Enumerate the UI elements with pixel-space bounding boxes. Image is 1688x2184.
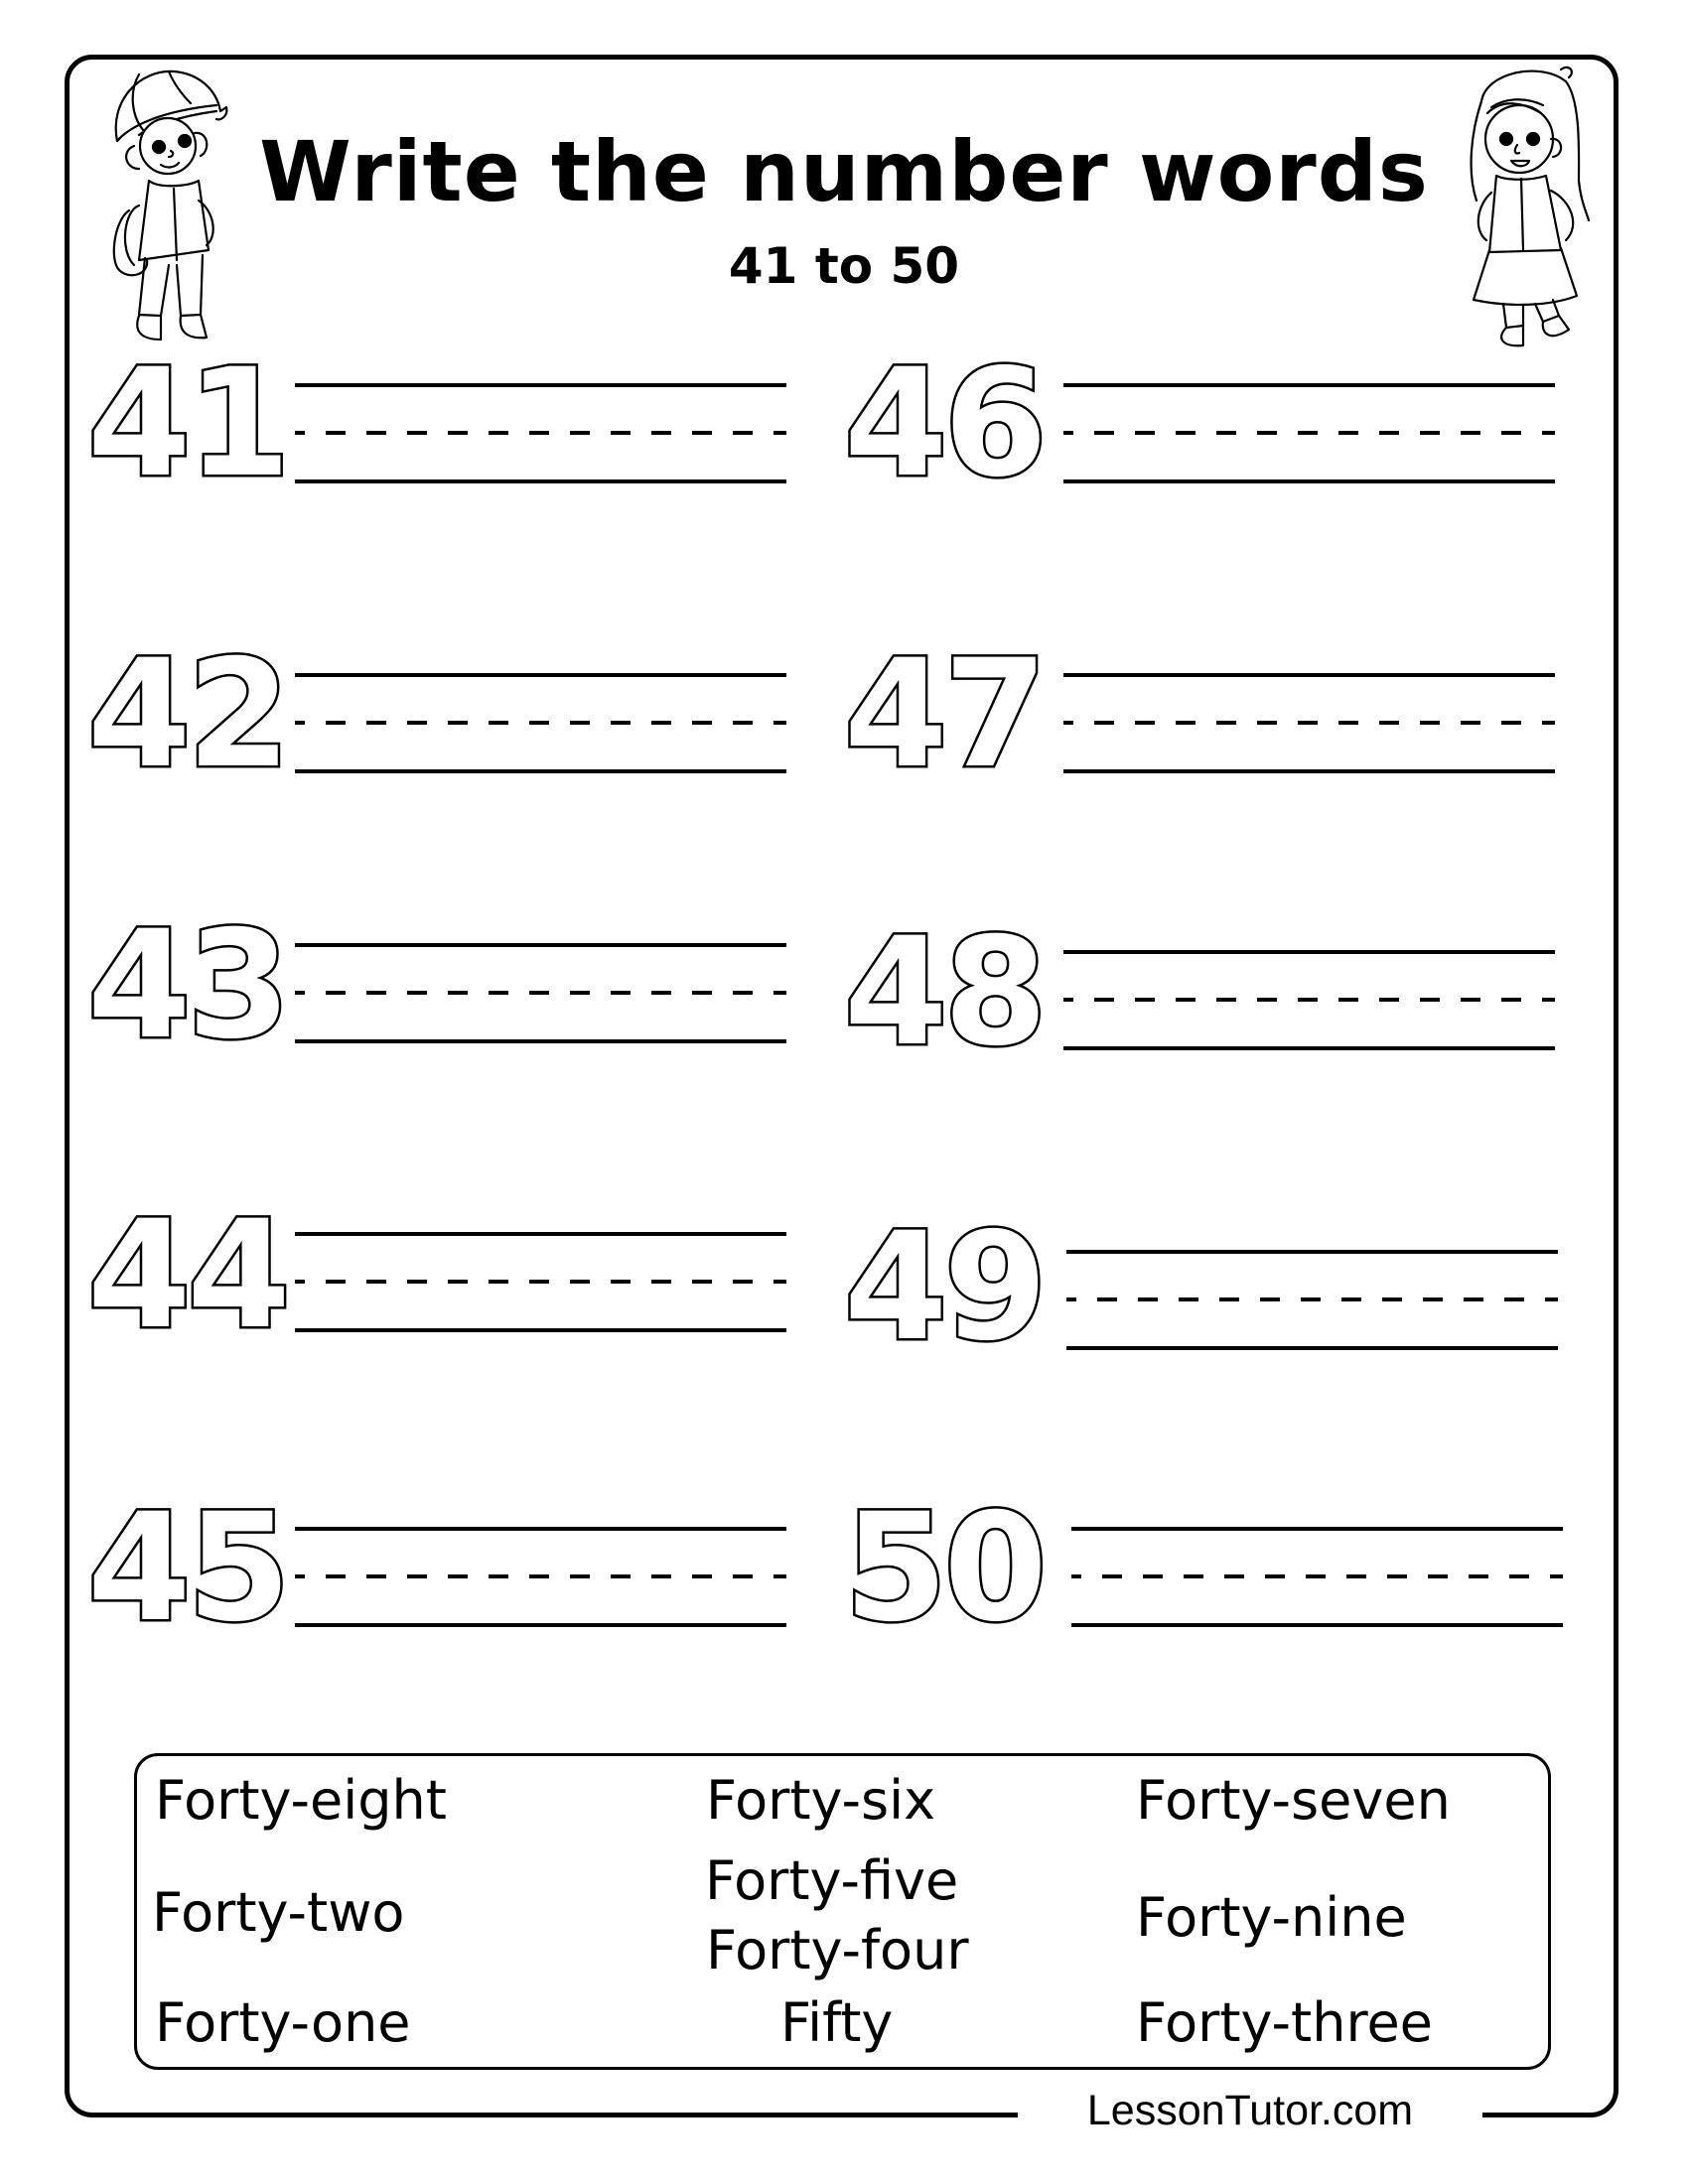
number-outline-47: 47 [844,628,1044,801]
answer-lines-44[interactable] [295,1232,786,1331]
word-bank-item: Forty-seven [1136,1769,1451,1832]
number-outline-45: 45 [87,1482,287,1655]
answer-lines-49[interactable] [1066,1250,1558,1349]
word-bank-item: Forty-two [152,1881,405,1944]
number-outline-41: 41 [87,338,287,510]
word-bank-item: Fifty [780,1991,894,2054]
answer-lines-41[interactable] [295,383,786,482]
number-outline-48: 48 [844,906,1044,1079]
number-outline-50: 50 [844,1482,1044,1655]
worksheet-subtitle: 41 to 50 [728,237,960,295]
word-bank-item: Forty-one [155,1991,411,2054]
number-outline-44: 44 [87,1189,287,1362]
answer-lines-45[interactable] [295,1527,786,1626]
answer-lines-47[interactable] [1063,673,1555,772]
word-bank-item: Forty-three [1136,1991,1433,2054]
number-outline-42: 42 [87,628,287,801]
answer-lines-43[interactable] [295,943,786,1042]
answer-lines-50[interactable] [1071,1527,1563,1626]
answer-lines-42[interactable] [295,673,786,772]
word-bank-item: Forty-six [706,1769,936,1832]
word-bank-item: Forty-four [706,1919,969,1981]
word-bank-item: Forty-eight [155,1769,447,1832]
footer-site-name: LessonTutor.com [1086,2087,1414,2134]
answer-lines-48[interactable] [1063,950,1555,1049]
worksheet-title: Write the number words [259,123,1429,220]
number-outline-49: 49 [844,1201,1044,1374]
number-outline-46: 46 [844,338,1044,510]
answer-lines-46[interactable] [1063,383,1555,482]
number-outline-43: 43 [87,899,287,1072]
word-bank-item: Forty-five [705,1849,959,1912]
word-bank-item: Forty-nine [1136,1886,1407,1949]
